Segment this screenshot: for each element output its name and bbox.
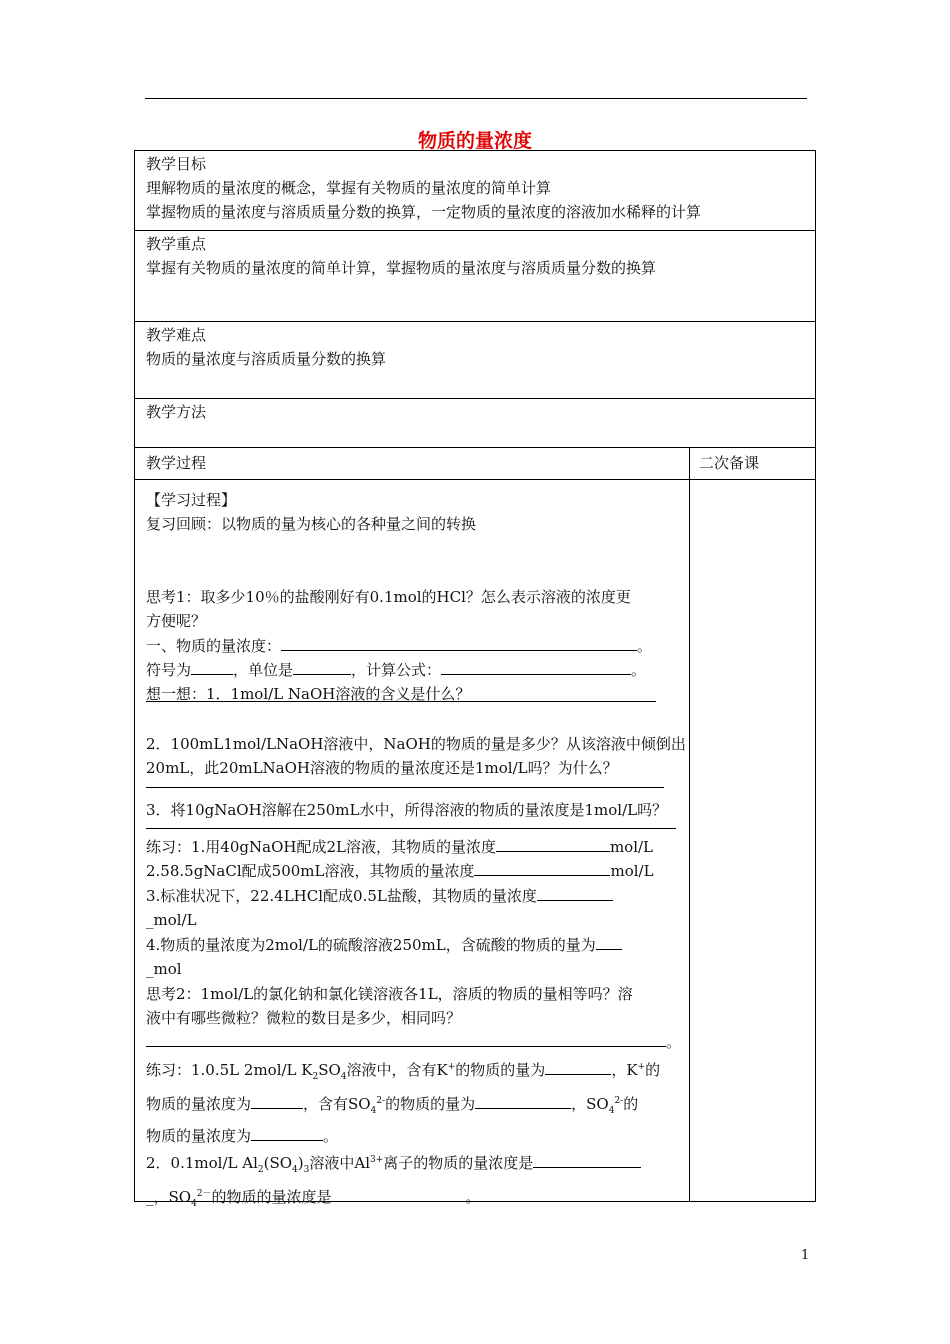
subscript: 4 [340, 1071, 347, 1082]
goals-line-1: 理解物质的量浓度的概念，掌握有关物质的量浓度的简单计算 [146, 179, 552, 197]
difficulty-row [135, 322, 815, 399]
text-fragment: ，含有SO [303, 1095, 371, 1114]
process-line: 思考1：取多少10％的盐酸刚好有0.1mol的HCl？怎么表示溶液的浓度更 [146, 587, 631, 606]
superscript: 2- [376, 1096, 386, 1107]
process-line: 3．将10gNaOH溶解在250mL水中，所得溶液的物质的量浓度是1mol/L吗？ [146, 800, 668, 819]
text-fragment: 溶液中Al [309, 1153, 371, 1172]
process-line [146, 658, 686, 682]
goals-line-2: 掌握物质的量浓度与溶质质量分数的换算，一定物质的量浓度的溶液加水稀释的计算 [146, 203, 702, 221]
text-fragment: (SO [263, 1153, 293, 1172]
process-line [146, 1148, 686, 1182]
goals-row [135, 151, 815, 231]
answer-blank[interactable] [496, 835, 610, 852]
superscript: + [447, 1061, 456, 1072]
process-line [146, 1030, 686, 1054]
text-fragment: 。 [465, 1188, 481, 1207]
process-line [146, 884, 686, 908]
process-line [146, 835, 686, 859]
subscript: 4 [191, 1199, 197, 1210]
key-row [135, 231, 815, 322]
process-line: _mol [146, 960, 182, 979]
subscript: 4 [608, 1106, 615, 1117]
answer-blank[interactable] [251, 1124, 323, 1141]
process-line [146, 859, 686, 883]
answer-blank[interactable] [474, 859, 610, 876]
text-fragment: 2.58.5gNaCl配成500mL溶液，其物质的量浓度 [146, 862, 475, 881]
column-divider [689, 448, 690, 1201]
answer-blank[interactable] [537, 884, 613, 901]
process-line [146, 1089, 686, 1123]
process-line: 【学习过程】 [146, 491, 237, 509]
header-rule [145, 98, 807, 99]
text-fragment: _，SO [146, 1188, 192, 1207]
process-line: 2．100mL1mol/LNaOH溶液中，NaOH的物质的量是多少？从该溶液中倾倒出 [146, 734, 686, 753]
answer-blank[interactable] [146, 1030, 666, 1047]
answer-blank[interactable] [281, 634, 637, 651]
answer-blank[interactable] [533, 1151, 641, 1168]
text-fragment: 的物质的量为 [385, 1095, 476, 1114]
process-line: 想一想：1．1mol/L NaOH溶液的含义是什么？ [146, 685, 471, 704]
difficulty-text: 物质的量浓度与溶质质量分数的换算 [146, 350, 387, 368]
subscript: 4 [292, 1164, 298, 1175]
goals-label: 教学目标 [146, 155, 207, 173]
superscript: + [637, 1061, 646, 1072]
process-line: 思考2：1mol/L的氯化钠和氯化镁溶液各1L，溶质的物质的量相等吗？溶 [146, 984, 633, 1003]
process-line [146, 933, 686, 957]
second-prep-label: 二次备课 [699, 454, 760, 472]
answer-line[interactable] [146, 787, 664, 788]
text-fragment: mol/L [609, 838, 654, 857]
text-fragment: 。 [323, 1126, 339, 1145]
process-line [146, 634, 686, 658]
process-line: _mol/L [146, 911, 197, 930]
process-label: 教学过程 [146, 454, 207, 472]
text-fragment: 4.物质的量浓度为2mol/L的硫酸溶液250mL，含硫酸的物质的量为 [146, 935, 596, 954]
method-row [135, 399, 815, 448]
text-fragment: ，单位是 [233, 661, 294, 680]
text-fragment: 物质的量浓度为 [146, 1126, 252, 1145]
text-fragment: 溶液中，含有K [346, 1060, 448, 1079]
answer-blank[interactable] [191, 658, 233, 675]
process-line: 复习回顾：以物质的量为核心的各种量之间的转换 [146, 515, 477, 534]
answer-blank[interactable] [441, 658, 631, 675]
lesson-plan-table [134, 150, 816, 1210]
key-label: 教学重点 [146, 235, 207, 253]
text-fragment: ，计算公式： [351, 661, 442, 680]
process-line [146, 1055, 686, 1089]
text-fragment: ，SO [571, 1095, 609, 1114]
subscript: 4 [370, 1106, 377, 1117]
page-title: 物质的量浓度 [417, 130, 532, 152]
process-line [146, 1124, 686, 1148]
text-fragment: 。 [666, 1033, 682, 1052]
answer-blank[interactable] [545, 1058, 611, 1075]
key-text: 掌握有关物质的量浓度的简单计算，掌握物质的量浓度与溶质质量分数的换算 [146, 259, 657, 277]
process-line: 20mL，此20mLNaOH溶液的物质的量浓度还是1mol/L吗？为什么？ [146, 759, 618, 778]
text-fragment: 练习：1.用40gNaOH配成2L溶液，其物质的量浓度 [146, 838, 496, 857]
difficulty-label: 教学难点 [146, 326, 207, 344]
answer-blank[interactable] [475, 1092, 571, 1109]
text-fragment: 的 [645, 1060, 661, 1079]
answer-line[interactable] [146, 828, 676, 829]
text-fragment: 2．0.1mol/L Al [146, 1153, 258, 1172]
text-fragment: ) [297, 1153, 304, 1172]
text-fragment: 的物质的量浓度是 [211, 1188, 332, 1207]
text-fragment: 离子的物质的量浓度是 [383, 1153, 534, 1172]
process-line: 液中有哪些微粒？微粒的数目是多少，相同吗？ [146, 1008, 462, 1027]
text-fragment: mol/L [610, 862, 654, 881]
text-fragment: 。 [631, 661, 647, 680]
method-label: 教学方法 [146, 403, 207, 421]
text-fragment: 的 [623, 1095, 639, 1114]
text-fragment: 3.标准状况下，22.4LHCl配成0.5L盐酸，其物质的量浓度 [146, 886, 537, 905]
text-fragment: SO [318, 1060, 341, 1079]
text-fragment: ，K [611, 1060, 638, 1079]
text-fragment: 的物质的量为 [455, 1060, 546, 1079]
process-line [146, 1182, 686, 1216]
answer-blank[interactable] [293, 658, 351, 675]
text-fragment: 练习：1.0.5L 2mol/L K [146, 1060, 313, 1079]
page-number: 1 [801, 1248, 810, 1263]
text-fragment: 物质的量浓度为 [146, 1095, 252, 1114]
answer-blank[interactable] [251, 1092, 303, 1109]
text-fragment: 一、物质的量浓度： [146, 636, 282, 655]
superscript: 3+ [370, 1154, 384, 1165]
process-line: 方便呢？ [146, 612, 207, 631]
subscript: 3 [303, 1164, 310, 1175]
superscript: 2－ [196, 1189, 212, 1200]
process-header-row [135, 448, 815, 480]
subscript: 2 [312, 1071, 319, 1082]
text-fragment: 。 [637, 636, 653, 655]
answer-blank[interactable] [596, 933, 622, 950]
subscript: 2 [257, 1164, 264, 1175]
text-fragment: 符号为 [146, 661, 192, 680]
answer-blank[interactable] [332, 1185, 466, 1202]
superscript: 2- [614, 1096, 624, 1107]
